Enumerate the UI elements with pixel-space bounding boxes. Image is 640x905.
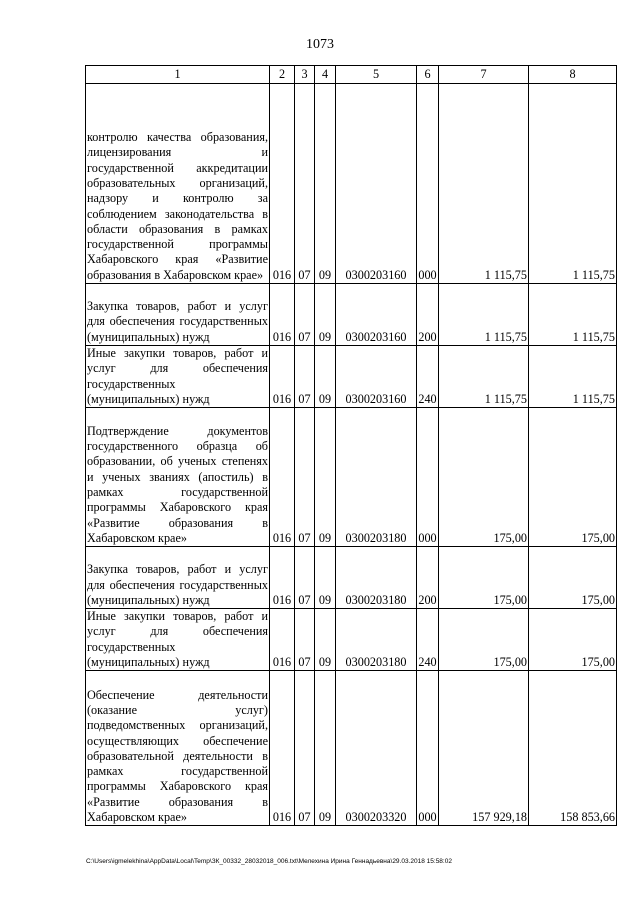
row-section-code: 07 — [295, 671, 315, 826]
row-amount-2: 158 853,66 — [529, 671, 617, 826]
row-amount-1: 1 115,75 — [439, 346, 529, 408]
row-subsection-code: 09 — [315, 408, 336, 547]
row-target-article: 0300203160 — [336, 346, 417, 408]
row-name: Обеспечение деятельности (оказание услуг) подведомственных организаций, осуществляющих обеспечение образовательной деятельности в рамках государственной программы Хабаровского края «Развитие образования в Хабаровском крае» — [86, 671, 270, 826]
row-expense-type: 240 — [417, 609, 439, 671]
table-row — [86, 84, 617, 284]
row-target-article: 0300203160 — [336, 84, 417, 284]
row-amount-1: 175,00 — [439, 408, 529, 547]
row-subsection-code: 09 — [315, 346, 336, 408]
table-row — [86, 346, 617, 408]
row-expense-type: 000 — [417, 408, 439, 547]
row-target-article: 0300203180 — [336, 609, 417, 671]
row-subsection-code: 09 — [315, 547, 336, 609]
row-section-code: 07 — [295, 408, 315, 547]
row-section-code: 07 — [295, 547, 315, 609]
row-target-article: 0300203320 — [336, 671, 417, 826]
header-row — [86, 66, 617, 84]
row-ministry-code: 016 — [270, 547, 295, 609]
row-amount-1: 1 115,75 — [439, 284, 529, 346]
row-section-code: 07 — [295, 609, 315, 671]
row-amount-2: 175,00 — [529, 408, 617, 547]
row-target-article: 0300203180 — [336, 408, 417, 547]
row-amount-1: 1 115,75 — [439, 84, 529, 284]
row-section-code: 07 — [295, 84, 315, 284]
row-ministry-code: 016 — [270, 346, 295, 408]
row-name: Закупка товаров, работ и услуг для обеспечения государственных (муниципальных) нужд — [86, 284, 270, 346]
budget-table — [85, 65, 617, 826]
row-amount-2: 175,00 — [529, 609, 617, 671]
row-expense-type: 240 — [417, 346, 439, 408]
row-subsection-code: 09 — [315, 284, 336, 346]
row-amount-1: 157 929,18 — [439, 671, 529, 826]
table-row — [86, 609, 617, 671]
table-row — [86, 671, 617, 826]
row-section-code: 07 — [295, 346, 315, 408]
header-cell-6: 6 — [417, 66, 439, 84]
row-amount-2: 1 115,75 — [529, 84, 617, 284]
row-ministry-code: 016 — [270, 284, 295, 346]
row-subsection-code: 09 — [315, 671, 336, 826]
header-cell-3: 3 — [295, 66, 315, 84]
row-name: Закупка товаров, работ и услуг для обеспечения государственных (муниципальных) нужд — [86, 547, 270, 609]
row-section-code: 07 — [295, 284, 315, 346]
table-row — [86, 547, 617, 609]
row-ministry-code: 016 — [270, 671, 295, 826]
row-amount-1: 175,00 — [439, 547, 529, 609]
row-name: Иные закупки товаров, работ и услуг для обеспечения государственных (муниципальных) нужд — [87, 346, 268, 406]
header-cell-7: 7 — [439, 66, 529, 84]
row-ministry-code: 016 — [270, 609, 295, 671]
row-name: Иные закупки товаров, работ и услуг для обеспечения государственных (муниципальных) нужд — [87, 609, 268, 670]
table-row — [86, 408, 617, 547]
row-subsection-code: 09 — [315, 609, 336, 671]
row-target-article: 0300203160 — [336, 284, 417, 346]
header-cell-4: 4 — [315, 66, 336, 84]
file-path-footer: C:\Users\igmelekhina\AppData\Local\Temp\ЗК_00332_28032018_006.txt\Мелехина Ирина Геннадьевна\29.03.2018 15:58:02 — [86, 858, 452, 865]
row-subsection-code: 09 — [315, 84, 336, 284]
row-ministry-code: 016 — [270, 84, 295, 284]
row-amount-2: 1 115,75 — [529, 346, 617, 408]
row-name: контролю качества образования, лицензирования и государственной аккредитации образовательных организаций, надзору и контролю за соблюдением законодательства в области образования в рамках государственной программы Хабаровского края «Развитие образования в Хабаровском крае» — [86, 84, 270, 284]
header-cell-5: 5 — [336, 66, 417, 84]
row-ministry-code: 016 — [270, 408, 295, 547]
row-target-article: 0300203180 — [336, 547, 417, 609]
row-amount-1: 175,00 — [439, 609, 529, 671]
row-expense-type: 200 — [417, 284, 439, 346]
header-cell-8: 8 — [529, 66, 617, 84]
header-cell-2: 2 — [270, 66, 295, 84]
row-expense-type: 200 — [417, 547, 439, 609]
page-number: 1073 — [306, 37, 334, 52]
table-row — [86, 284, 617, 346]
row-amount-2: 1 115,75 — [529, 284, 617, 346]
row-expense-type: 000 — [417, 671, 439, 826]
row-amount-2: 175,00 — [529, 547, 617, 609]
header-cell-1: 1 — [86, 66, 270, 84]
row-name: Подтверждение документов государственного образца об образовании, об ученых степенях и ученых званиях (апостиль) в рамках государственной программы Хабаровского края «Развитие образования в Хабаровском крае» — [86, 408, 270, 547]
row-expense-type: 000 — [417, 84, 439, 284]
